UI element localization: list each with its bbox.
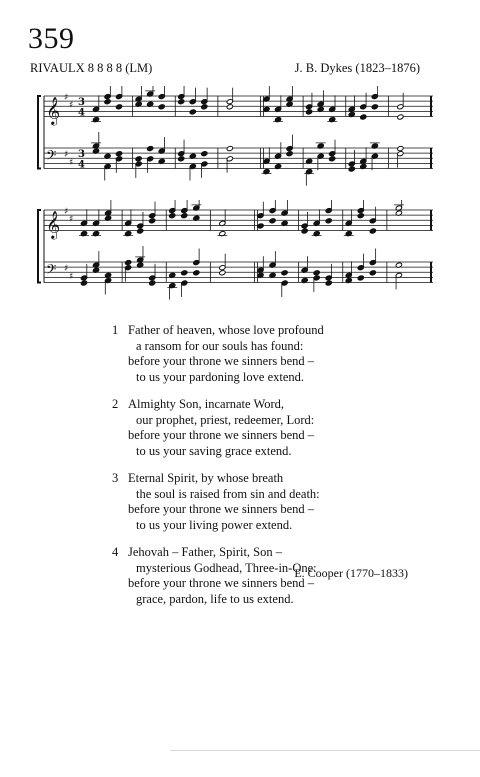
verse-line: before your throne we sinners bend – (128, 576, 315, 590)
verse-3 (112, 471, 428, 533)
treble-note (116, 104, 123, 110)
bass-note (116, 151, 123, 157)
treble-note (104, 99, 111, 105)
bass-note (135, 156, 142, 162)
verse-line: a ransom for our souls has found: (136, 338, 304, 353)
bass-note (397, 146, 404, 152)
treble-note (158, 104, 165, 110)
bass-clef-icon: 𝄢 (46, 147, 57, 167)
bass-note (178, 156, 185, 162)
verse-line: Father of heaven, whose love profound (128, 323, 324, 337)
bass-note (226, 146, 233, 152)
composer-credit: J. B. Dykes (1823–1876) (294, 61, 420, 75)
verse-line: Eternal Spirit, by whose breath (128, 471, 284, 485)
verse-line: grace, pardon, life to us extend. (136, 591, 294, 606)
bass-note (286, 151, 293, 157)
bass-note (219, 270, 226, 276)
bass-note (348, 166, 355, 172)
verse-line: before your throne we sinners bend – (128, 354, 315, 368)
bass-note (281, 270, 288, 276)
system-bracket (38, 96, 41, 168)
bass-note (357, 275, 364, 281)
verse-2 (112, 397, 428, 459)
verse-line: to us your pardoning love extend. (136, 369, 305, 384)
treble-note (257, 223, 264, 229)
sharp-icon: ♯ (64, 93, 69, 103)
verse-line: to us your living power extend. (136, 517, 293, 532)
treble-note (149, 218, 156, 224)
time-signature-bottom: 4 (78, 159, 85, 171)
sharp-icon: ♯ (64, 264, 69, 275)
treble-note (371, 104, 378, 110)
sharp-icon: ♯ (64, 150, 69, 161)
verse-number: 2 (112, 397, 119, 411)
time-signature-top: 3 (78, 149, 85, 161)
treble-clef-icon: 𝄞 (46, 96, 61, 125)
treble-clef-icon: 𝄞 (46, 210, 61, 239)
treble-note (226, 104, 233, 110)
treble-note (325, 218, 332, 224)
verse-number: 3 (112, 471, 119, 485)
sharp-icon: ♯ (69, 157, 74, 168)
treble-note (301, 228, 308, 234)
bass-note (201, 151, 208, 157)
verse-line: our prophet, priest, redeemer, Lord: (136, 412, 315, 427)
treble-note (178, 99, 185, 105)
verse-line: to us your saving grace extend. (136, 443, 292, 458)
treble-note (181, 213, 188, 219)
treble-note (360, 114, 367, 120)
treble-note (397, 114, 404, 120)
treble-note (169, 213, 176, 219)
bass-note (80, 280, 87, 286)
bass-note (149, 280, 156, 286)
music-system-1 (30, 86, 435, 186)
verse-1 (112, 323, 428, 385)
sharp-icon: ♯ (69, 271, 74, 282)
time-signature-top: 3 (78, 97, 85, 109)
verse-line: before your throne we sinners bend – (128, 428, 315, 442)
treble-note (137, 228, 144, 234)
sharp-icon: ♯ (69, 214, 74, 225)
treble-note (306, 109, 313, 115)
bass-note (147, 146, 154, 152)
treble-note (369, 228, 376, 234)
bass-note (313, 270, 320, 276)
verse-line: mysterious Godhead, Three-in-One: (136, 560, 317, 575)
treble-note (201, 104, 208, 110)
bass-note (193, 270, 200, 276)
verse-number: 4 (112, 545, 119, 559)
bass-clef-icon: 𝄢 (46, 261, 57, 281)
bass-note (369, 270, 376, 276)
sharp-icon: ♯ (64, 207, 69, 217)
bass-note (329, 156, 336, 162)
sharp-icon: ♯ (69, 100, 74, 111)
verse-line: before your throne we sinners bend – (128, 502, 315, 516)
tune-name-meter: RIVAULX 8 8 8 8 (LM) (30, 61, 153, 75)
verse-line: Jehovah – Father, Spirit, Son – (128, 545, 283, 559)
bass-note (125, 260, 132, 266)
page-edge-rule (170, 750, 480, 751)
system-bracket (38, 210, 41, 282)
bass-note (325, 280, 332, 286)
verse-line: Almighty Son, incarnate Word, (128, 397, 285, 411)
music-system-2 (30, 200, 435, 300)
bass-note (181, 270, 188, 276)
verse-number: 1 (112, 323, 119, 337)
author-credit: E. Cooper (1770–1833) (294, 566, 408, 580)
treble-note (357, 213, 364, 219)
treble-note (189, 109, 196, 115)
hymn-number: 359 (28, 22, 75, 55)
time-signature-bottom: 4 (78, 107, 85, 119)
verse-line: the soul is raised from sin and death: (136, 486, 320, 501)
treble-note (269, 218, 276, 224)
